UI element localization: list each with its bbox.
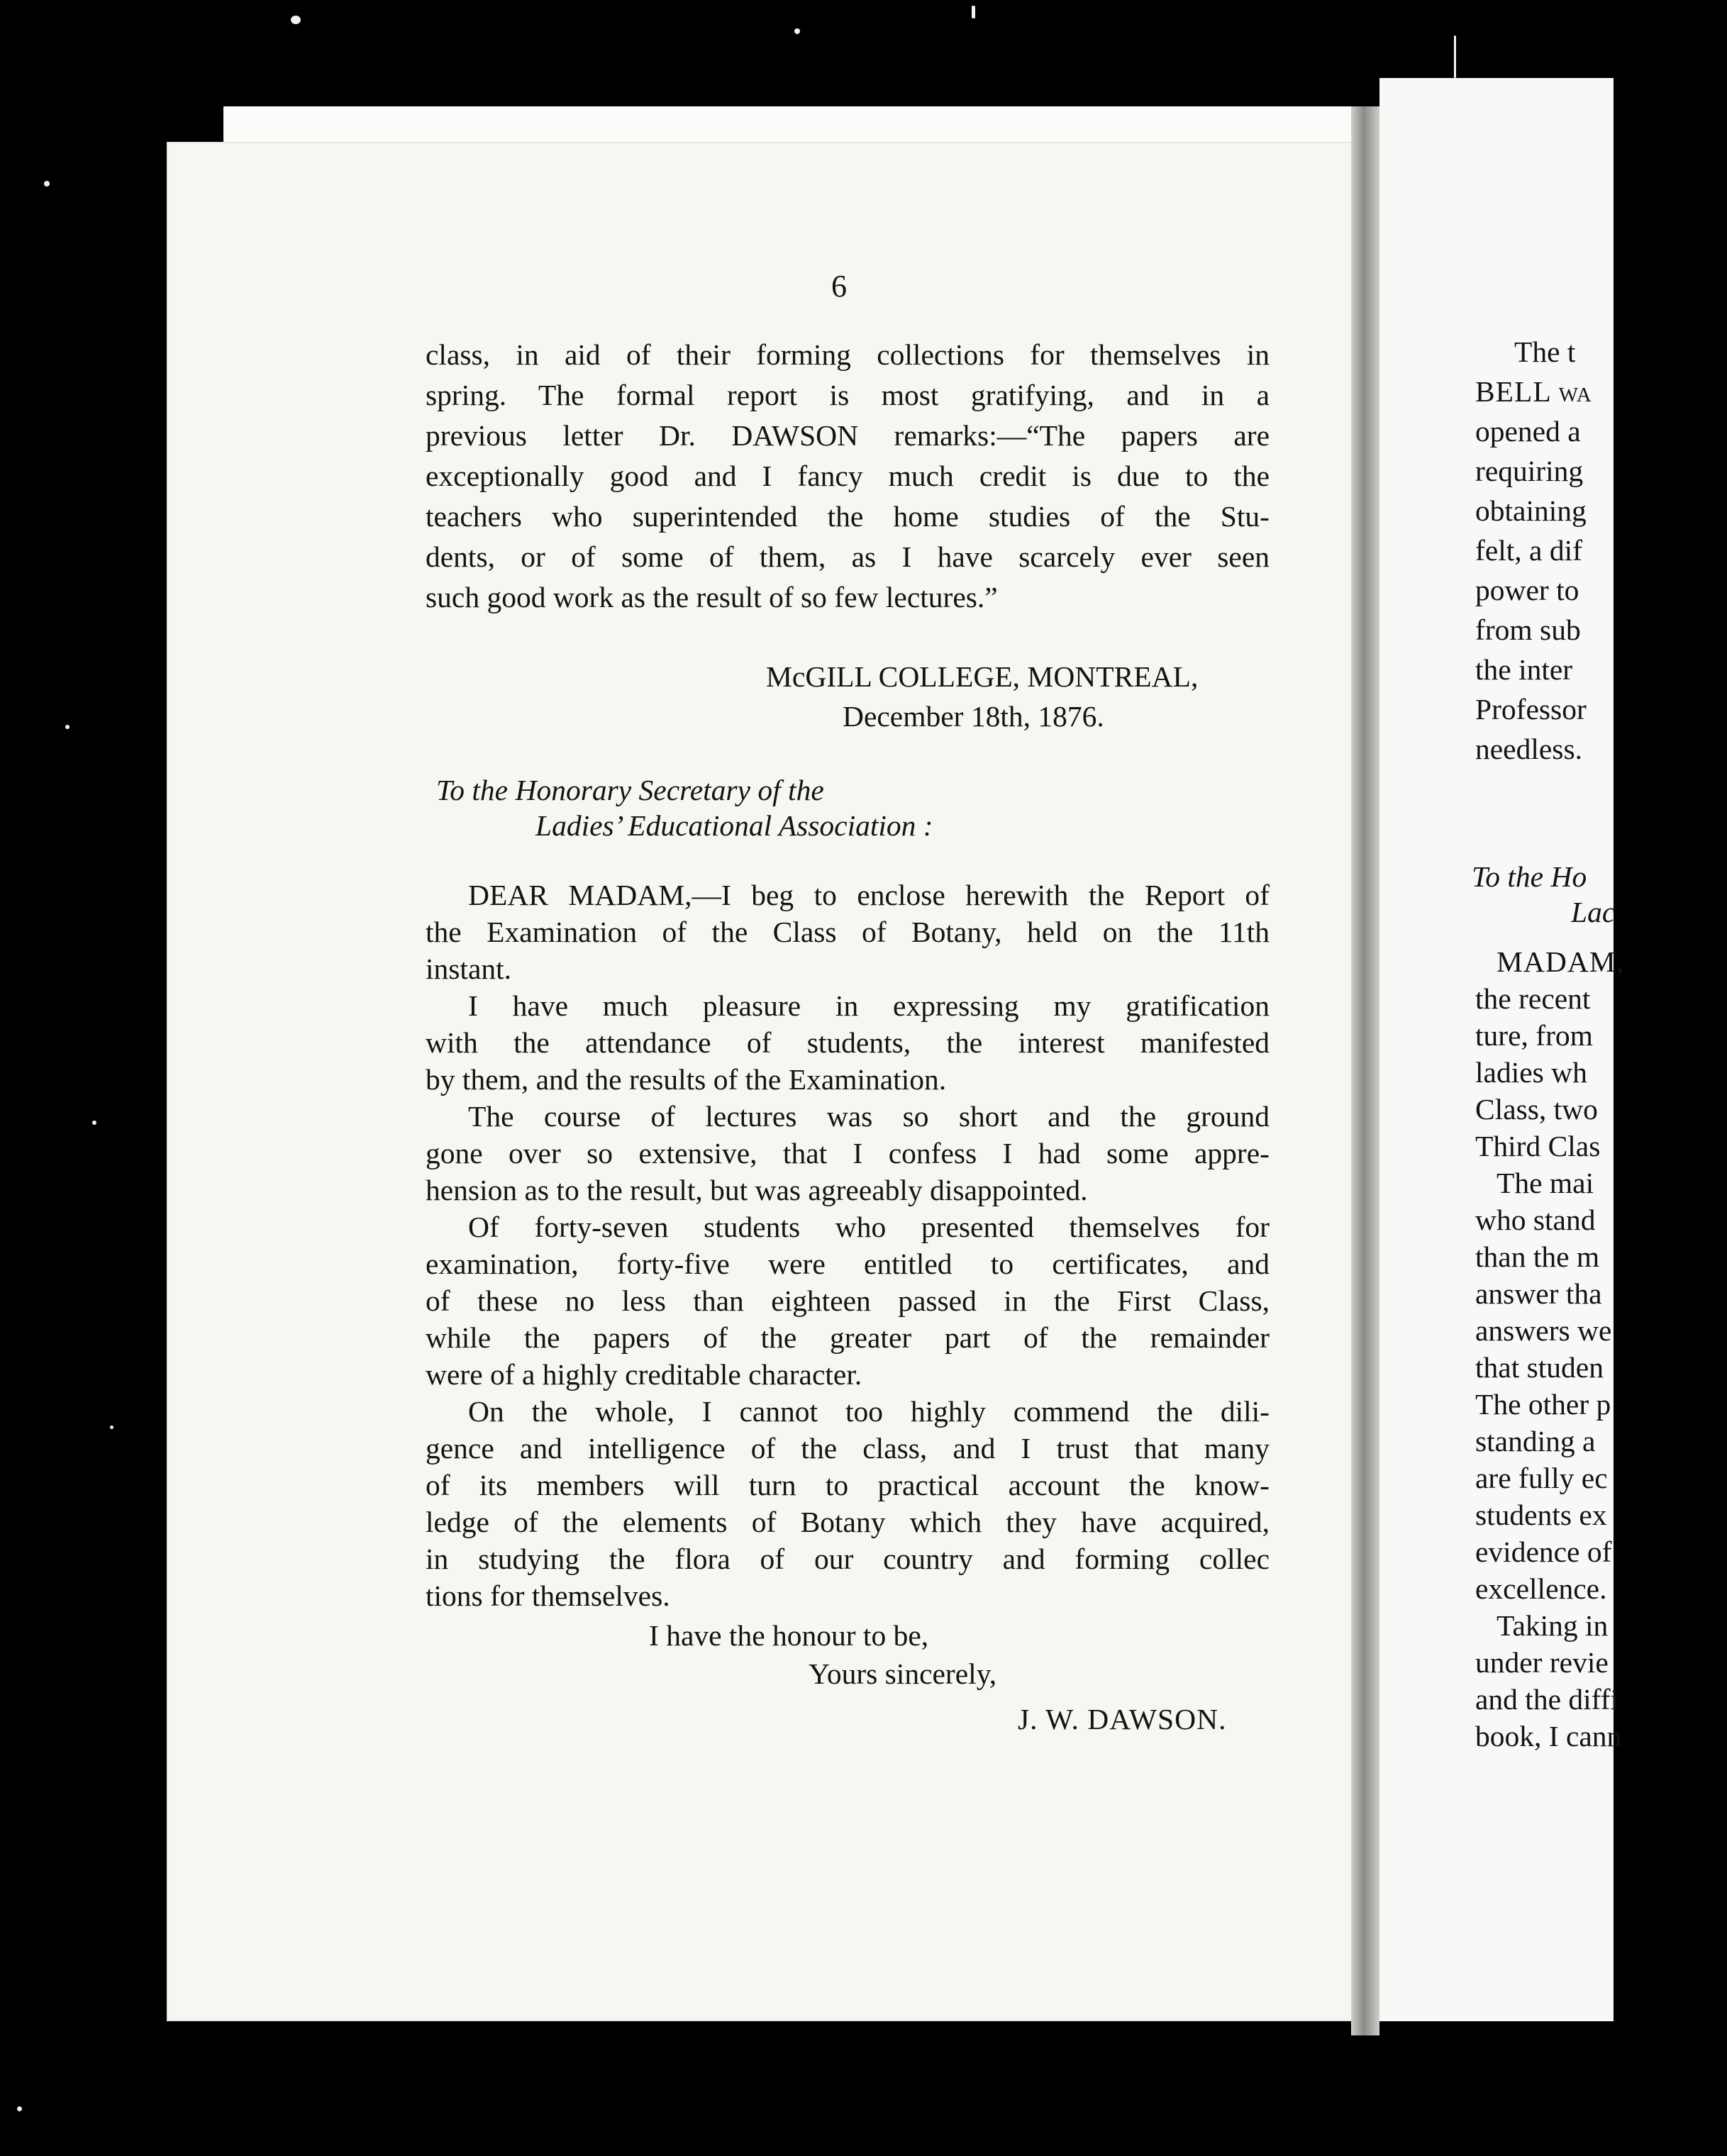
page-number: 6 xyxy=(831,269,847,304)
text-line: obtaining xyxy=(1475,494,1587,527)
film-speck xyxy=(794,28,800,34)
text-line: Class, two xyxy=(1475,1093,1598,1126)
text-line: answer tha xyxy=(1475,1277,1602,1310)
closing-line: Yours sincerely, xyxy=(809,1657,997,1690)
address-line: To the Honorary Secretary of the xyxy=(436,774,824,806)
text-line: The course of lectures was so short and the ground xyxy=(468,1100,1270,1133)
text-line: I have much pleasure in expressing my gratification xyxy=(468,989,1270,1022)
text-line: under revie xyxy=(1475,1646,1609,1679)
text-line: requiring xyxy=(1475,455,1584,487)
text-line: book, I cann xyxy=(1475,1720,1622,1752)
text-line: gence and intelligence of the class, and I trust that many xyxy=(426,1432,1270,1465)
text-line: exceptionally good and I fancy much credit is due to the xyxy=(426,460,1270,492)
text-line: excellence. xyxy=(1475,1572,1607,1605)
text-line: instant. xyxy=(426,952,512,985)
text-line: On the whole, I cannot too highly commend the dili- xyxy=(468,1395,1270,1428)
text-line: evidence of xyxy=(1475,1535,1612,1568)
text-line: teachers who superintended the home studies of the Stu- xyxy=(426,500,1270,533)
text-line: BELL wa xyxy=(1475,375,1592,408)
text-line: are fully ec xyxy=(1475,1462,1608,1494)
text-line: in studying the flora of our country and forming collec xyxy=(426,1543,1270,1575)
text-line: that studen xyxy=(1475,1351,1604,1384)
film-speck xyxy=(44,181,50,187)
book-gutter xyxy=(1351,106,1379,2035)
text-line: the inter xyxy=(1475,653,1573,686)
text-line: previous letter Dr. DAWSON remarks:—“The papers are xyxy=(426,419,1270,452)
signature: J. W. DAWSON. xyxy=(1018,1703,1227,1735)
text-line: Professor xyxy=(1475,693,1587,726)
text-line: examination, forty-five were entitled to certificates, and xyxy=(426,1248,1270,1280)
text-line: power to xyxy=(1475,574,1579,606)
film-speck xyxy=(291,16,301,24)
dateline-date: December 18th, 1876. xyxy=(843,700,1104,733)
text-line: who stand xyxy=(1475,1204,1596,1236)
text-line: of these no less than eighteen passed in the First Class, xyxy=(426,1284,1270,1317)
text-line: Of forty-seven students who presented themselves for xyxy=(468,1211,1270,1243)
text-line: ture, from xyxy=(1475,1019,1593,1052)
text-line: were of a highly creditable character. xyxy=(426,1358,862,1391)
film-speck xyxy=(92,1121,96,1125)
text-line: DEAR MADAM,—I beg to enclose herewith the Report of xyxy=(468,879,1270,911)
film-speck xyxy=(65,725,70,729)
address-line: To the Ho xyxy=(1472,860,1587,893)
text-line: MADAM, xyxy=(1496,945,1625,978)
text-line: while the papers of the greater part of the remainder xyxy=(426,1321,1270,1354)
text-line: opened a xyxy=(1475,415,1581,448)
text-line: standing a xyxy=(1475,1425,1596,1457)
text-line: tions for themselves. xyxy=(426,1579,670,1612)
text-line: spring. The formal report is most gratifying, and in a xyxy=(426,379,1270,411)
text-line: The t xyxy=(1514,335,1576,368)
text-line: answers we xyxy=(1475,1314,1612,1347)
text-line: and the diffi xyxy=(1475,1683,1619,1716)
text-line: felt, a dif xyxy=(1475,534,1582,567)
text-line: Third Clas xyxy=(1475,1130,1601,1162)
film-speck xyxy=(17,2106,22,2111)
text-line: of its members will turn to practical account the know- xyxy=(426,1469,1270,1501)
film-speck xyxy=(110,1426,113,1429)
text-line: The mai xyxy=(1496,1167,1594,1199)
text-line: needless. xyxy=(1475,733,1582,765)
text-line: The other p xyxy=(1475,1388,1611,1421)
film-speck xyxy=(972,6,975,18)
right-page xyxy=(1379,78,1625,2021)
text-line: ladies wh xyxy=(1475,1056,1587,1089)
text-line: class, in aid of their forming collections for themselves in xyxy=(426,338,1270,371)
text-line: dents, or of some of them, as I have scarcely ever seen xyxy=(426,540,1270,573)
text-line: gone over so extensive, that I confess I had some appre- xyxy=(426,1137,1270,1169)
text-line: with the attendance of students, the interest manifested xyxy=(426,1026,1270,1059)
text-line: such good work as the result of so few lectures.” xyxy=(426,581,998,613)
text-line: by them, and the results of the Examination. xyxy=(426,1063,947,1096)
film-speck xyxy=(1454,35,1456,78)
text-line: from sub xyxy=(1475,613,1581,646)
text-line: the Examination of the Class of Botany, held on the 11th xyxy=(426,916,1270,948)
text-line: Taking in xyxy=(1496,1609,1609,1642)
dateline-place: McGILL COLLEGE, MONTREAL, xyxy=(766,660,1199,693)
closing-line: I have the honour to be, xyxy=(649,1619,929,1652)
address-line: Lac xyxy=(1571,896,1616,928)
text-line: students ex xyxy=(1475,1499,1607,1531)
text-line: than the m xyxy=(1475,1240,1600,1273)
text-line: hension as to the result, but was agreeably disappointed. xyxy=(426,1174,1088,1206)
text-line: the recent xyxy=(1475,982,1591,1015)
text-line: ledge of the elements of Botany which they have acquired, xyxy=(426,1506,1270,1538)
address-line: Ladies’ Educational Association : xyxy=(535,809,933,842)
